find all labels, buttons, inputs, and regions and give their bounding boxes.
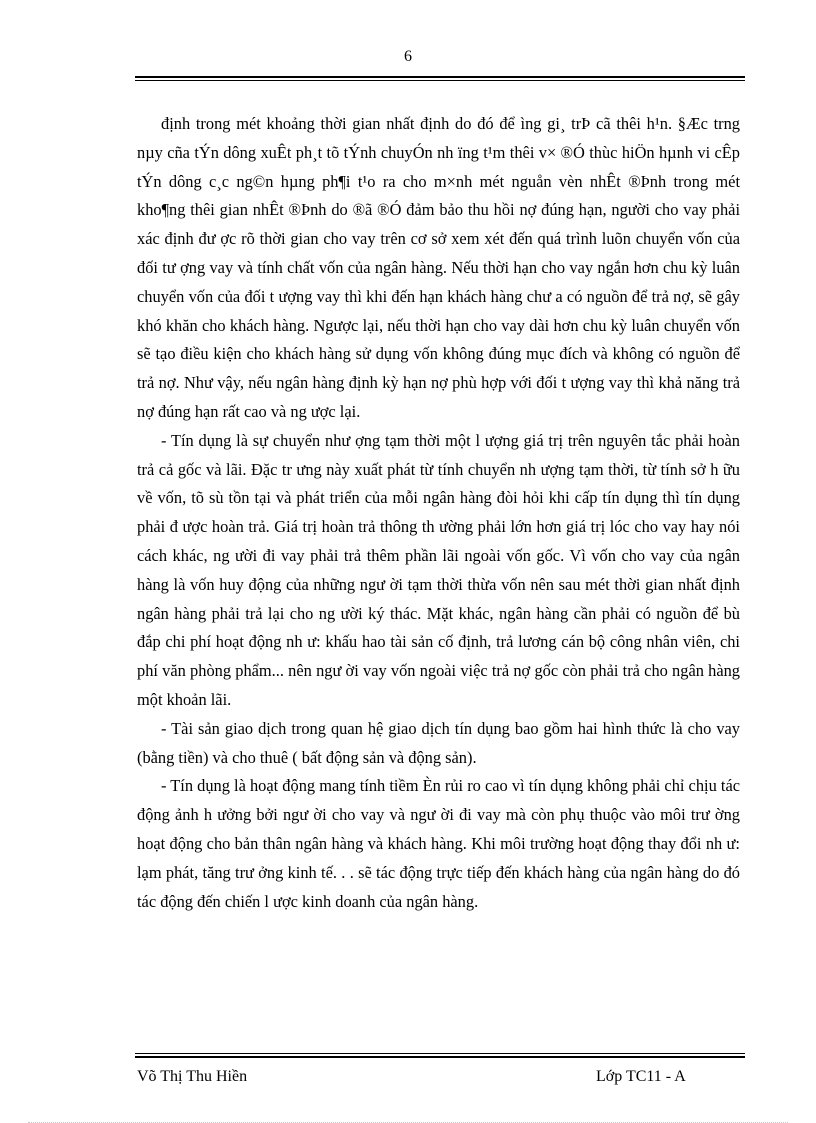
paragraph: định trong mét khoảng thời gian nhất định do đó để ìng gi¸ trÞ cã thêi h¹n. §Æc trng nµy cña tÝn dông xuÊt ph¸t tõ tÝnh chuyÓn nh ïng t¹m thêi v× ®Ó thùc hiÖn hµnh vi cÊp tÝn dông c¸c ng©n hµng ph¶i t¹o ra cho m×nh mét nguån vèn nhÊt ®Þnh trong mét kho¶ng thêi gian nhÊt ®Þnh do ®ã ®Ó đảm bảo thu hồi nợ đúng hạn, người cho vay phải xác định đư ợc rõ thời gian cho vay trên cơ sở xem xét đến quá trình luõn chuyển vốn của đối tư ợng vay và tính chất vốn của ngân hàng. Nếu thời hạn cho vay ngắn hơn chu kỳ luân chuyển vốn của đối t ượng vay thì khi đến hạn khách hàng chư a có nguồn để trả nợ, sẽ gây khó khăn cho khách hàng. Ngược lại, nếu thời hạn cho vay dài hơn chu kỳ luân chuyển vốn sẽ tạo điều kiện cho khách hàng sử dụng vốn không đúng mục đích và không có nguồn để trả nợ. Như vậy, nếu ngân hàng định kỳ hạn nợ phù hợp với đối t ượng vay thì khả năng trả nợ đúng hạn rất cao và ng ược lại.: [137, 114, 740, 421]
page-number: 6: [404, 48, 412, 65]
paragraph: - Tín dụng là hoạt động mang tính tiềm Èn rủi ro cao vì tín dụng không phải chỉ chịu tác động ảnh h ưởng bởi ngư ời cho vay và ngư ời đi vay mà còn phụ thuộc vào môi trư ờng hoạt động cho bản thân ngân hàng và khách hàng. Khi môi trường hoạt động thay đổi nh ư: lạm phát, tăng trư ởng kinh tế. . . sẽ tác động trực tiếp đến khách hàng của ngân hàng do đó tác động đến chiến l ược kinh doanh của ngân hàng.: [137, 776, 740, 911]
footer-author: Võ Thị Thu Hiền: [137, 1068, 248, 1085]
document-body: [137, 110, 740, 916]
header-divider: [135, 76, 745, 81]
paragraph: - Tài sản giao dịch trong quan hệ giao dịch tín dụng bao gồm hai hình thức là cho vay (bằng tiền) và cho thuê ( bất động sản và động sản).: [137, 718, 740, 767]
paragraph: - Tín dụng là sự chuyển như ợng tạm thời một l ượng giá trị trên nguyên tắc phải hoàn trả cả gốc và lãi. Đặc tr ưng này xuất phát từ tính chuyển nh ượng tạm thời, từ tính sở h ữu về vốn, tõ sù tồn tại và phát triển của mỗi ngân hàng đòi hỏi khi cấp tín dụng thì tín dụng phải đ ược hoàn trả. Giá trị hoàn trả thông th ường phải lớn hơn giá trị lóc cho vay hay nói cách khác, ng ười đi vay phải trả thêm phần lãi ngoài vốn gốc. Vì vốn cho vay của ngân hàng là vốn huy động của những ngư ời tạm thời thừa vốn nên sau mét thời gian nhất định ngân hàng phải trả lại cho ng ười ký thác. Mặt khác, ngân hàng cần phải có nguồn để bù đắp chi phí hoạt động nh ư: khấu hao tài sản cố định, trả lương cán bộ công nhân viên, chi phí văn phòng phẩm... nên ngư ời vay vốn ngoài việc trả nợ gốc còn phải trả cho ngân hàng một khoản lãi.: [137, 430, 740, 709]
footer-divider: [135, 1053, 745, 1058]
footer-class-label: Lớp TC11 - A: [596, 1068, 686, 1085]
